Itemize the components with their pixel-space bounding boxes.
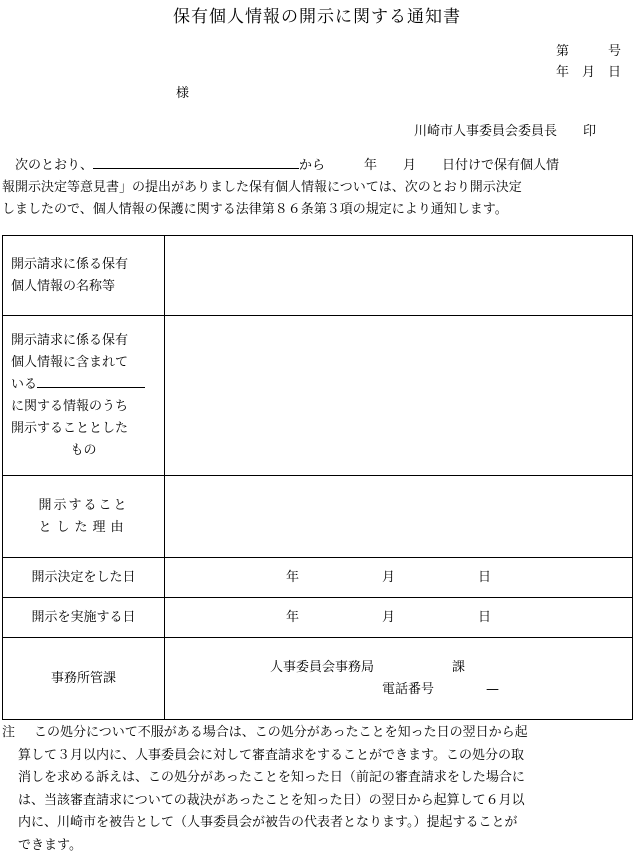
notes-marker: 注 [2, 722, 34, 745]
intro-blank-line [93, 156, 299, 169]
row4-label-cell [3, 558, 165, 598]
row2-label-line: 開示請求に係る保有 [11, 330, 164, 352]
date-year: 年 [286, 607, 299, 629]
row2-label-line: 個人情報に含まれて [11, 352, 164, 374]
row2-label-cell [3, 316, 165, 476]
intro-mid: から 年 月 日付けで保有個人情 [299, 158, 559, 173]
intro-prefix: 次のとおり、 [2, 158, 93, 173]
table-row [3, 316, 633, 476]
notes-line: は、当該審査請求についての裁決があったことを知った日）の翌日から起算して６月以 [2, 790, 634, 813]
row1-label-cell [3, 236, 165, 316]
table-row [3, 236, 633, 316]
row3-label-cell [3, 476, 165, 558]
office-dept: 人事委員会事務局 課 [270, 657, 465, 679]
row2-label-line: 開示することとした [11, 418, 164, 440]
row2-blank-line [37, 375, 145, 388]
row5-date-cell [165, 598, 633, 638]
sender-signature: 川崎市人事委員会委員長 印 [414, 120, 596, 139]
notes-line: 内に、川崎市を被告として（人事委員会が被告の代表者となります。）提起することが [2, 812, 634, 835]
date-day: 日 [478, 607, 491, 629]
row4-label: 開示決定をした日 [31, 570, 135, 585]
intro-paragraph [2, 155, 632, 221]
row3-label-line: とした理由 [3, 517, 164, 539]
row4-date-cell [165, 558, 633, 598]
date-day: 日 [478, 567, 491, 589]
notes-section [2, 722, 634, 857]
table-row [3, 598, 633, 638]
row6-office-cell [165, 638, 633, 720]
row2-label-line: もの [11, 440, 164, 462]
addressee-suffix: 様 [176, 82, 189, 101]
row2-label-line: いる [11, 377, 37, 392]
table-row [3, 638, 633, 720]
notes-line: この処分について不服がある場合は、この処分があったことを知った日の翌日から起 [34, 722, 528, 745]
row2-label-line: に関する情報のうち [11, 396, 164, 418]
row3-value-cell [165, 476, 633, 558]
intro-line3: しましたので、個人情報の保護に関する法律第８６条第３項の規定により通知します。 [2, 199, 632, 221]
date-month: 月 [382, 567, 395, 589]
date-month: 月 [382, 607, 395, 629]
row5-label: 開示を実施する日 [31, 610, 135, 625]
row1-label-line: 開示請求に係る保有 [11, 254, 164, 276]
office-phone: 電話番号 — [382, 679, 499, 701]
row2-value-cell [165, 316, 633, 476]
row6-label: 事務所管課 [51, 671, 116, 686]
notes-line: できます。 [2, 835, 634, 857]
document-title: 保有個人情報の開示に関する通知書 [0, 2, 634, 27]
row3-label-line: 開示すること [3, 495, 164, 517]
document-date-label: 年 月 日 [556, 61, 621, 80]
notes-line: 算して３月以内に、人事委員会に対して審査請求をすることができます。この処分の取 [2, 745, 634, 768]
date-year: 年 [286, 567, 299, 589]
row1-label-line: 個人情報の名称等 [11, 276, 164, 298]
table-row [3, 476, 633, 558]
disclosure-table [2, 235, 633, 720]
row6-label-cell [3, 638, 165, 720]
intro-line2: 報開示決定等意見書」の提出がありました保有個人情報については、次のとおり開示決定 [2, 177, 632, 199]
document-number-label: 第 号 [556, 40, 621, 59]
notes-line: 消しを求める訴えは、この処分があったことを知った日（前記の審査請求をした場合に [2, 767, 634, 790]
row1-value-cell [165, 236, 633, 316]
row5-label-cell [3, 598, 165, 638]
table-row [3, 558, 633, 598]
